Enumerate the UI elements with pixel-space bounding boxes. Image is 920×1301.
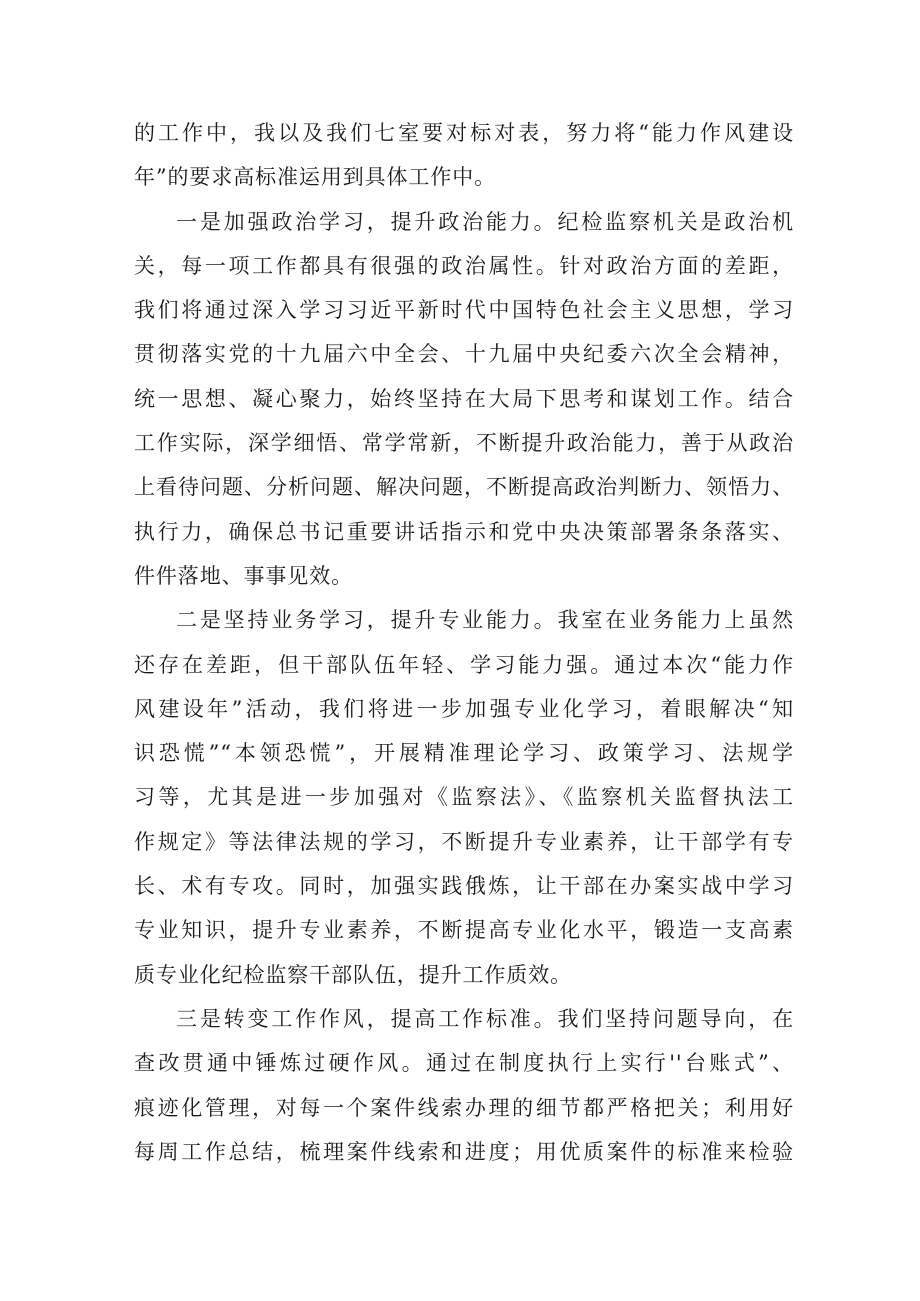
- text-line: 识恐慌”“本领恐慌”，开展精准理论学习、政策学习、法规学: [134, 741, 794, 766]
- paragraph-intro: [134, 111, 794, 200]
- text-line: 专业知识，提升专业素养，不断提高专业化水平，锻造一支高素: [134, 918, 794, 943]
- text-line: 我们将通过深入学习习近平新时代中国特色社会主义思想，学习: [134, 298, 794, 323]
- document-body: [134, 111, 794, 1174]
- text-line: 三是转变工作作风，提高工作标准。我们坚持问题导向，在: [176, 1006, 794, 1031]
- text-line: 长、术有专攻。同时，加强实践俄炼，让干部在办案实战中学习: [134, 874, 794, 899]
- text-line: 年”的要求高标准运用到具体工作中。: [134, 165, 497, 190]
- text-line: 作规定》等法律法规的学习，不断提升专业素养，让干部学有专: [134, 829, 794, 854]
- paragraph-point-one: [134, 200, 794, 599]
- paragraph-point-two: [134, 598, 794, 997]
- text-line: 痕迹化管理，对每一个案件线索办理的细节都严格把关；利用好: [134, 1095, 794, 1120]
- text-line: 质专业化纪检监察干部队伍，提升工作质效。: [134, 962, 572, 987]
- text-line: 习等，尤其是进一步加强对《监察法》、《监察机关监督执法工: [134, 785, 794, 810]
- text-line: 统一思想、凝心聚力，始终坚持在大局下思考和谋划工作。结合: [134, 386, 794, 411]
- text-line: 风建设年”活动，我们将进一步加强专业化学习，着眼解决“知: [134, 696, 794, 721]
- text-line: 上看待问题、分析问题、解决问题，不断提高政治判断力、领悟力、: [134, 475, 794, 500]
- text-line: 执行力，确保总书记重要讲话指示和党中央决策部署条条落实、: [134, 519, 794, 544]
- text-line: 关，每一项工作都具有很强的政治属性。针对政治方面的差距，: [134, 253, 794, 278]
- text-line: 还存在差距，但干部队伍年轻、学习能力强。通过本次“能力作: [134, 652, 794, 677]
- text-line: 一是加强政治学习，提升政治能力。纪检监察机关是政治机: [176, 209, 794, 234]
- text-line: 每周工作总结，梳理案件线索和进度；用优质案件的标准来检验: [134, 1139, 794, 1164]
- text-line: 件件落地、事事见效。: [134, 563, 353, 588]
- text-line: 二是坚持业务学习，提升专业能力。我室在业务能力上虽然: [176, 608, 794, 633]
- text-line: 工作实际，深学细悟、常学常新，不断提升政治能力，善于从政治: [134, 431, 794, 456]
- text-line: 查改贯通中锤炼过硬作风。通过在制度执行上实行''台账式”、: [134, 1051, 794, 1076]
- paragraph-point-three: [134, 997, 794, 1174]
- text-line: 贯彻落实党的十九届六中全会、十九届中央纪委六次全会精神，: [134, 342, 794, 367]
- text-line: 的工作中，我以及我们七室要对标对表，努力将“能力作风建设: [134, 121, 794, 145]
